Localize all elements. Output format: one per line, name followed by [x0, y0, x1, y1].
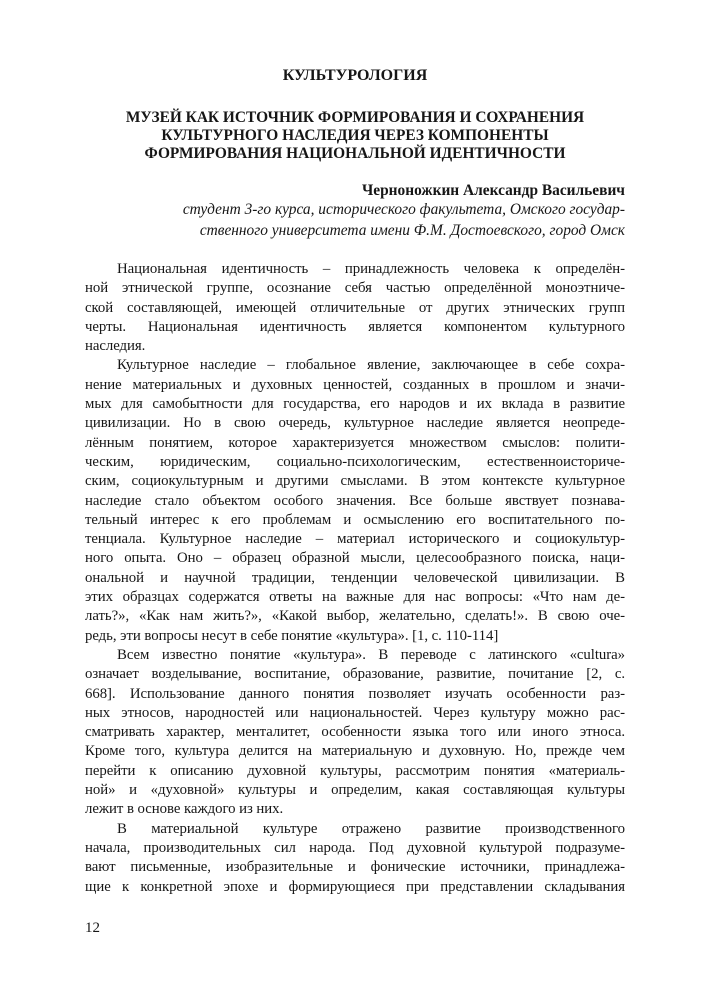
paragraph-line: перейти к описанию духовной культуры, рассмотрим понятия «материаль-: [85, 762, 625, 779]
paragraph-line: начала, производительных сил народа. Под духовной культурой подразуме-: [85, 839, 625, 856]
paragraph-line: В материальной культуре отражено развитие производственного: [117, 820, 625, 837]
paragraph-line: редь, эти вопросы несут в себе понятие «культура». [1, с. 110-114]: [85, 627, 499, 644]
paragraph-line: щие к конкретной эпохе и формирующиеся при представлении складывания: [85, 878, 625, 895]
paragraph-line: цивилизации. Но в свою очередь, культурное наследие является неопреде-: [85, 415, 625, 432]
paragraph-line: нение материальных и духовных ценностей, созданных в прошлом и значи-: [85, 376, 625, 393]
paragraph-line: ской составляющей, имеющей отличительные от других этнических групп: [85, 299, 625, 316]
paragraph-line: сматривать характер, менталитет, особенности языка того или иного этноса.: [85, 724, 625, 741]
affiliation-line: ственного университета имени Ф.М. Достоевского, город Омск: [199, 221, 625, 239]
section-heading: КУЛЬТУРОЛОГИЯ: [282, 67, 428, 84]
paragraph-line: Всем известно понятие «культура». В переводе с латинского «cultura»: [117, 646, 625, 663]
paragraph-line: тельный интерес к его проблемам и осмыслению его воспитательного по-: [85, 511, 625, 528]
paragraph-line: Кроме того, культура делится на материальную и духовную. Но, прежде чем: [85, 743, 625, 760]
paragraph-line: мых для самобытности для государства, его народов и их вклада в развитие: [85, 396, 625, 413]
paragraph-line: ческим, юридическим, социально-психологическим, естественноисториче-: [85, 453, 625, 470]
paragraph-line: тенциала. Культурное наследие – материал исторического и социокультур-: [85, 531, 625, 548]
paragraph-line: ским, социокультурным и другими смыслами. В этом контексте культурное: [85, 473, 625, 490]
author-affiliation: [85, 200, 625, 242]
author-name: Черноножкин Александр Васильевич: [361, 182, 625, 199]
paragraph-line: черты. Национальная идентичность является компонентом культурного: [85, 318, 625, 335]
article-body: [85, 260, 625, 897]
article-title: [85, 109, 625, 163]
paragraph-line: ных этносов, народностей или национальностей. Через культуру можно рас-: [85, 704, 625, 721]
paragraph-line: 668]. Использование данного понятия позволяет изучать особенности раз-: [85, 685, 625, 702]
paragraph-line: этих образцах содержатся ответы на важные для нас вопросы: «Что нам де-: [85, 589, 625, 606]
paragraph-line: наследие стало объектом особого значения. Все больше явствует познава-: [85, 492, 625, 509]
paragraph-line: лать?», «Как нам жить?», «Какой выбор, желательно, сделать!». В свою оче-: [85, 608, 625, 625]
paragraph-line: вают письменные, изобразительные и фонические источники, принадлежа-: [85, 859, 625, 876]
paragraph-line: лежит в основе каждого из них.: [85, 801, 284, 818]
affiliation-line: студент 3-го курса, исторического факультета, Омского государ-: [182, 201, 625, 218]
paragraph-line: ной этнической группе, осознание себя частью определённой моноэтниче-: [85, 280, 625, 297]
paragraph-line: Культурное наследие – глобальное явление, заключающее в себе сохра-: [117, 357, 625, 374]
article-title-line: МУЗЕЙ КАК ИСТОЧНИК ФОРМИРОВАНИЯ И СОХРАНЕНИЯ: [125, 109, 585, 126]
paragraph-line: наследия.: [85, 338, 146, 355]
article-title-line: ФОРМИРОВАНИЯ НАЦИОНАЛЬНОЙ ИДЕНТИЧНОСТИ: [144, 144, 566, 162]
paragraph-line: ной» и «духовной» культуры и определим, какая составляющая культуры: [85, 782, 625, 799]
paragraph-line: означает возделывание, воспитание, образование, развитие, почитание [2, с.: [85, 666, 625, 683]
article-title-line: КУЛЬТУРНОГО НАСЛЕДИЯ ЧЕРЕЗ КОМПОНЕНТЫ: [161, 126, 549, 144]
page-number: 12: [85, 920, 100, 936]
paragraph-line: ного опыта. Оно – образец образной мысли, целесообразного поиска, наци-: [85, 550, 625, 567]
paragraph-line: ональной и научной традиции, тенденции человеческой цивилизации. В: [85, 569, 625, 586]
paragraph-line: лённым понятием, которое характеризуется множеством смыслов: полити-: [85, 434, 625, 451]
paragraph-line: Национальная идентичность – принадлежность человека к определён-: [117, 261, 625, 277]
